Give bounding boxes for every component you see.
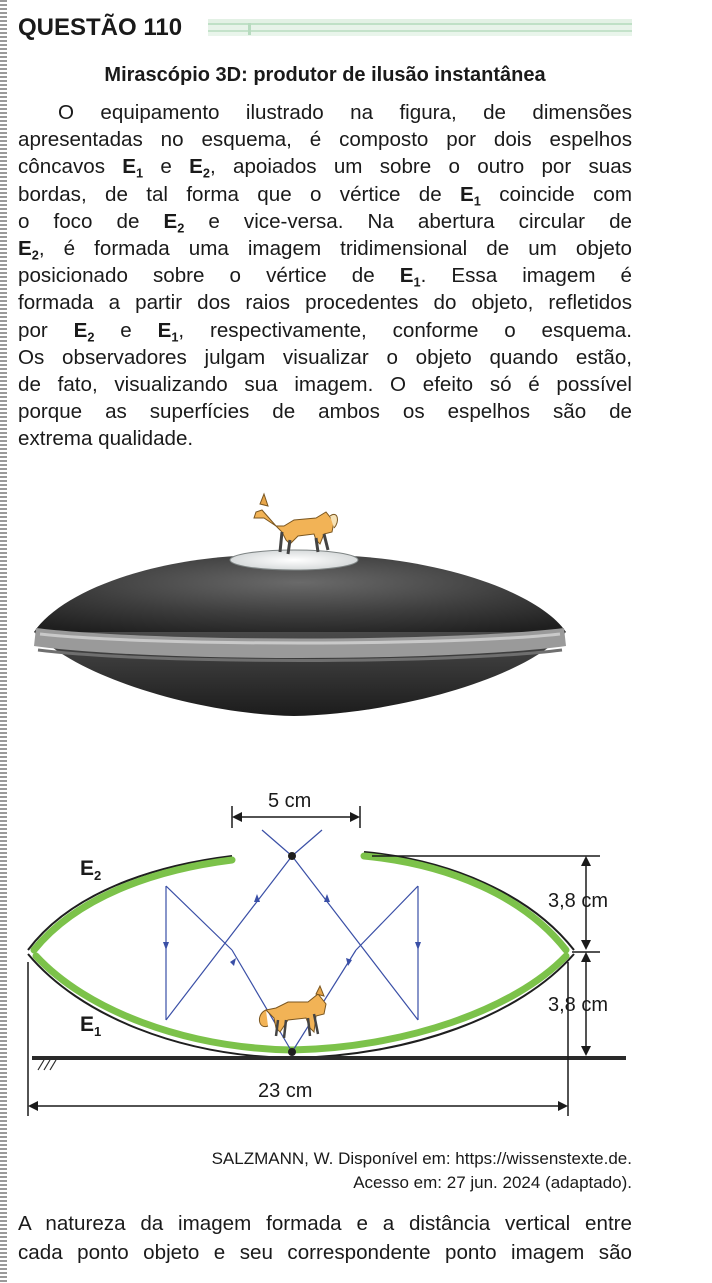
para-line	[18, 371, 632, 398]
fox-object	[259, 986, 326, 1038]
para-text: Os observadores julgam visualizar o objeto quando estão,	[18, 345, 632, 369]
label-e2: $E_2$	[80, 857, 102, 883]
source-citation	[212, 1147, 632, 1195]
upper-shell-outline-right	[364, 852, 574, 950]
mirror-e1-ref: $E_1$	[122, 155, 144, 181]
para-text: , é formada uma imagem tridimensional de um objeto	[38, 236, 632, 260]
dim-opening-label: 5 cm	[268, 790, 312, 812]
para-text: por	[18, 318, 74, 342]
source-line: SALZMANN, W. Disponível em: https://wissenstexte.de.	[211, 1149, 632, 1168]
label-e1: $E_1$	[80, 1013, 102, 1039]
question-statement	[18, 1210, 632, 1267]
para-line	[18, 181, 632, 208]
para-text: O equipamento ilustrado na figura, de dimensões	[58, 101, 632, 124]
ground-hatch	[38, 1060, 56, 1070]
mirror-e2-ref: $E_2$	[18, 236, 39, 263]
para-text: e	[94, 318, 158, 342]
dim-height-upper-label: 3,8 cm	[548, 890, 609, 912]
mirror-e1-ref: $E_1$	[399, 264, 421, 290]
dim-width-label: 23 cm	[258, 1080, 313, 1102]
para-line	[18, 126, 632, 153]
para-line	[18, 289, 632, 316]
para-text: apresentadas no esquema, é composto por dois espelhos	[18, 128, 632, 152]
mirascope-3d-illustration	[34, 494, 566, 716]
ray-diagram	[28, 806, 626, 1116]
para-text: côncavos	[18, 155, 123, 179]
mirror-e2-right	[364, 856, 566, 950]
mirror-e2-ref: $E_2$	[163, 209, 185, 236]
para-text: coincide com	[480, 182, 632, 206]
para-line	[18, 262, 632, 289]
para-text: e vice-versa. Na abertura circular de	[184, 209, 632, 233]
para-line	[18, 398, 632, 425]
mirror-e1-ref: $E_1$	[460, 182, 481, 209]
para-text: e	[143, 155, 190, 179]
para-text: o foco de	[18, 209, 164, 233]
question-paragraph	[18, 99, 632, 452]
header-decorative-bar	[208, 19, 632, 36]
figure-svg	[0, 484, 712, 1144]
question-number: QUESTÃO 110	[18, 14, 183, 41]
para-line	[18, 99, 632, 126]
mirror-e2	[34, 857, 232, 950]
para-line	[18, 208, 632, 235]
para-text: extrema qualidade.	[18, 427, 194, 451]
mirror-e2-ref: $E_2$	[189, 155, 210, 181]
para-line	[18, 425, 632, 452]
text-title: Mirascópio 3D: produtor de ilusão instantânea	[104, 64, 546, 86]
para-line	[18, 317, 632, 344]
para-text: posicionado sobre o vértice de	[18, 264, 400, 288]
para-text: de fato, visualizando sua imagem. O efeito só é possível	[18, 372, 632, 396]
statement-line: A natureza da imagem formada e a distância vertical entre	[18, 1212, 632, 1235]
dim-height-lower-label: 3,8 cm	[548, 994, 609, 1016]
para-line	[18, 235, 632, 262]
para-text: , respectivamente, conforme o esquema.	[178, 318, 632, 342]
mirror-e1-ref: $E_1$	[157, 318, 179, 344]
header-bar-notch	[248, 23, 251, 35]
mirascope-figure	[0, 484, 712, 1144]
upper-shell-outline-left	[28, 856, 232, 950]
para-text: , apoiados um sobre o outro por suas	[210, 155, 632, 179]
statement-line: cada ponto objeto e seu correspondente ponto imagem são	[18, 1240, 632, 1264]
mirror-e2-ref: $E_2$	[73, 318, 95, 344]
para-line	[18, 344, 632, 371]
object-point	[288, 1048, 296, 1056]
para-text: . Essa imagem é	[420, 264, 632, 288]
para-text: porque as superfícies de ambos os espelhos são de	[18, 400, 632, 424]
para-text: bordas, de tal forma que o vértice de	[18, 182, 461, 206]
fox-image	[254, 494, 337, 554]
source-line: Acesso em: 27 jun. 2024 (adaptado).	[353, 1173, 632, 1192]
image-point	[288, 852, 296, 860]
question-header	[18, 13, 632, 43]
para-text: formada a partir dos raios procedentes do objeto, refletidos	[18, 291, 632, 315]
mirascope-opening	[230, 550, 358, 570]
para-line	[18, 153, 632, 180]
